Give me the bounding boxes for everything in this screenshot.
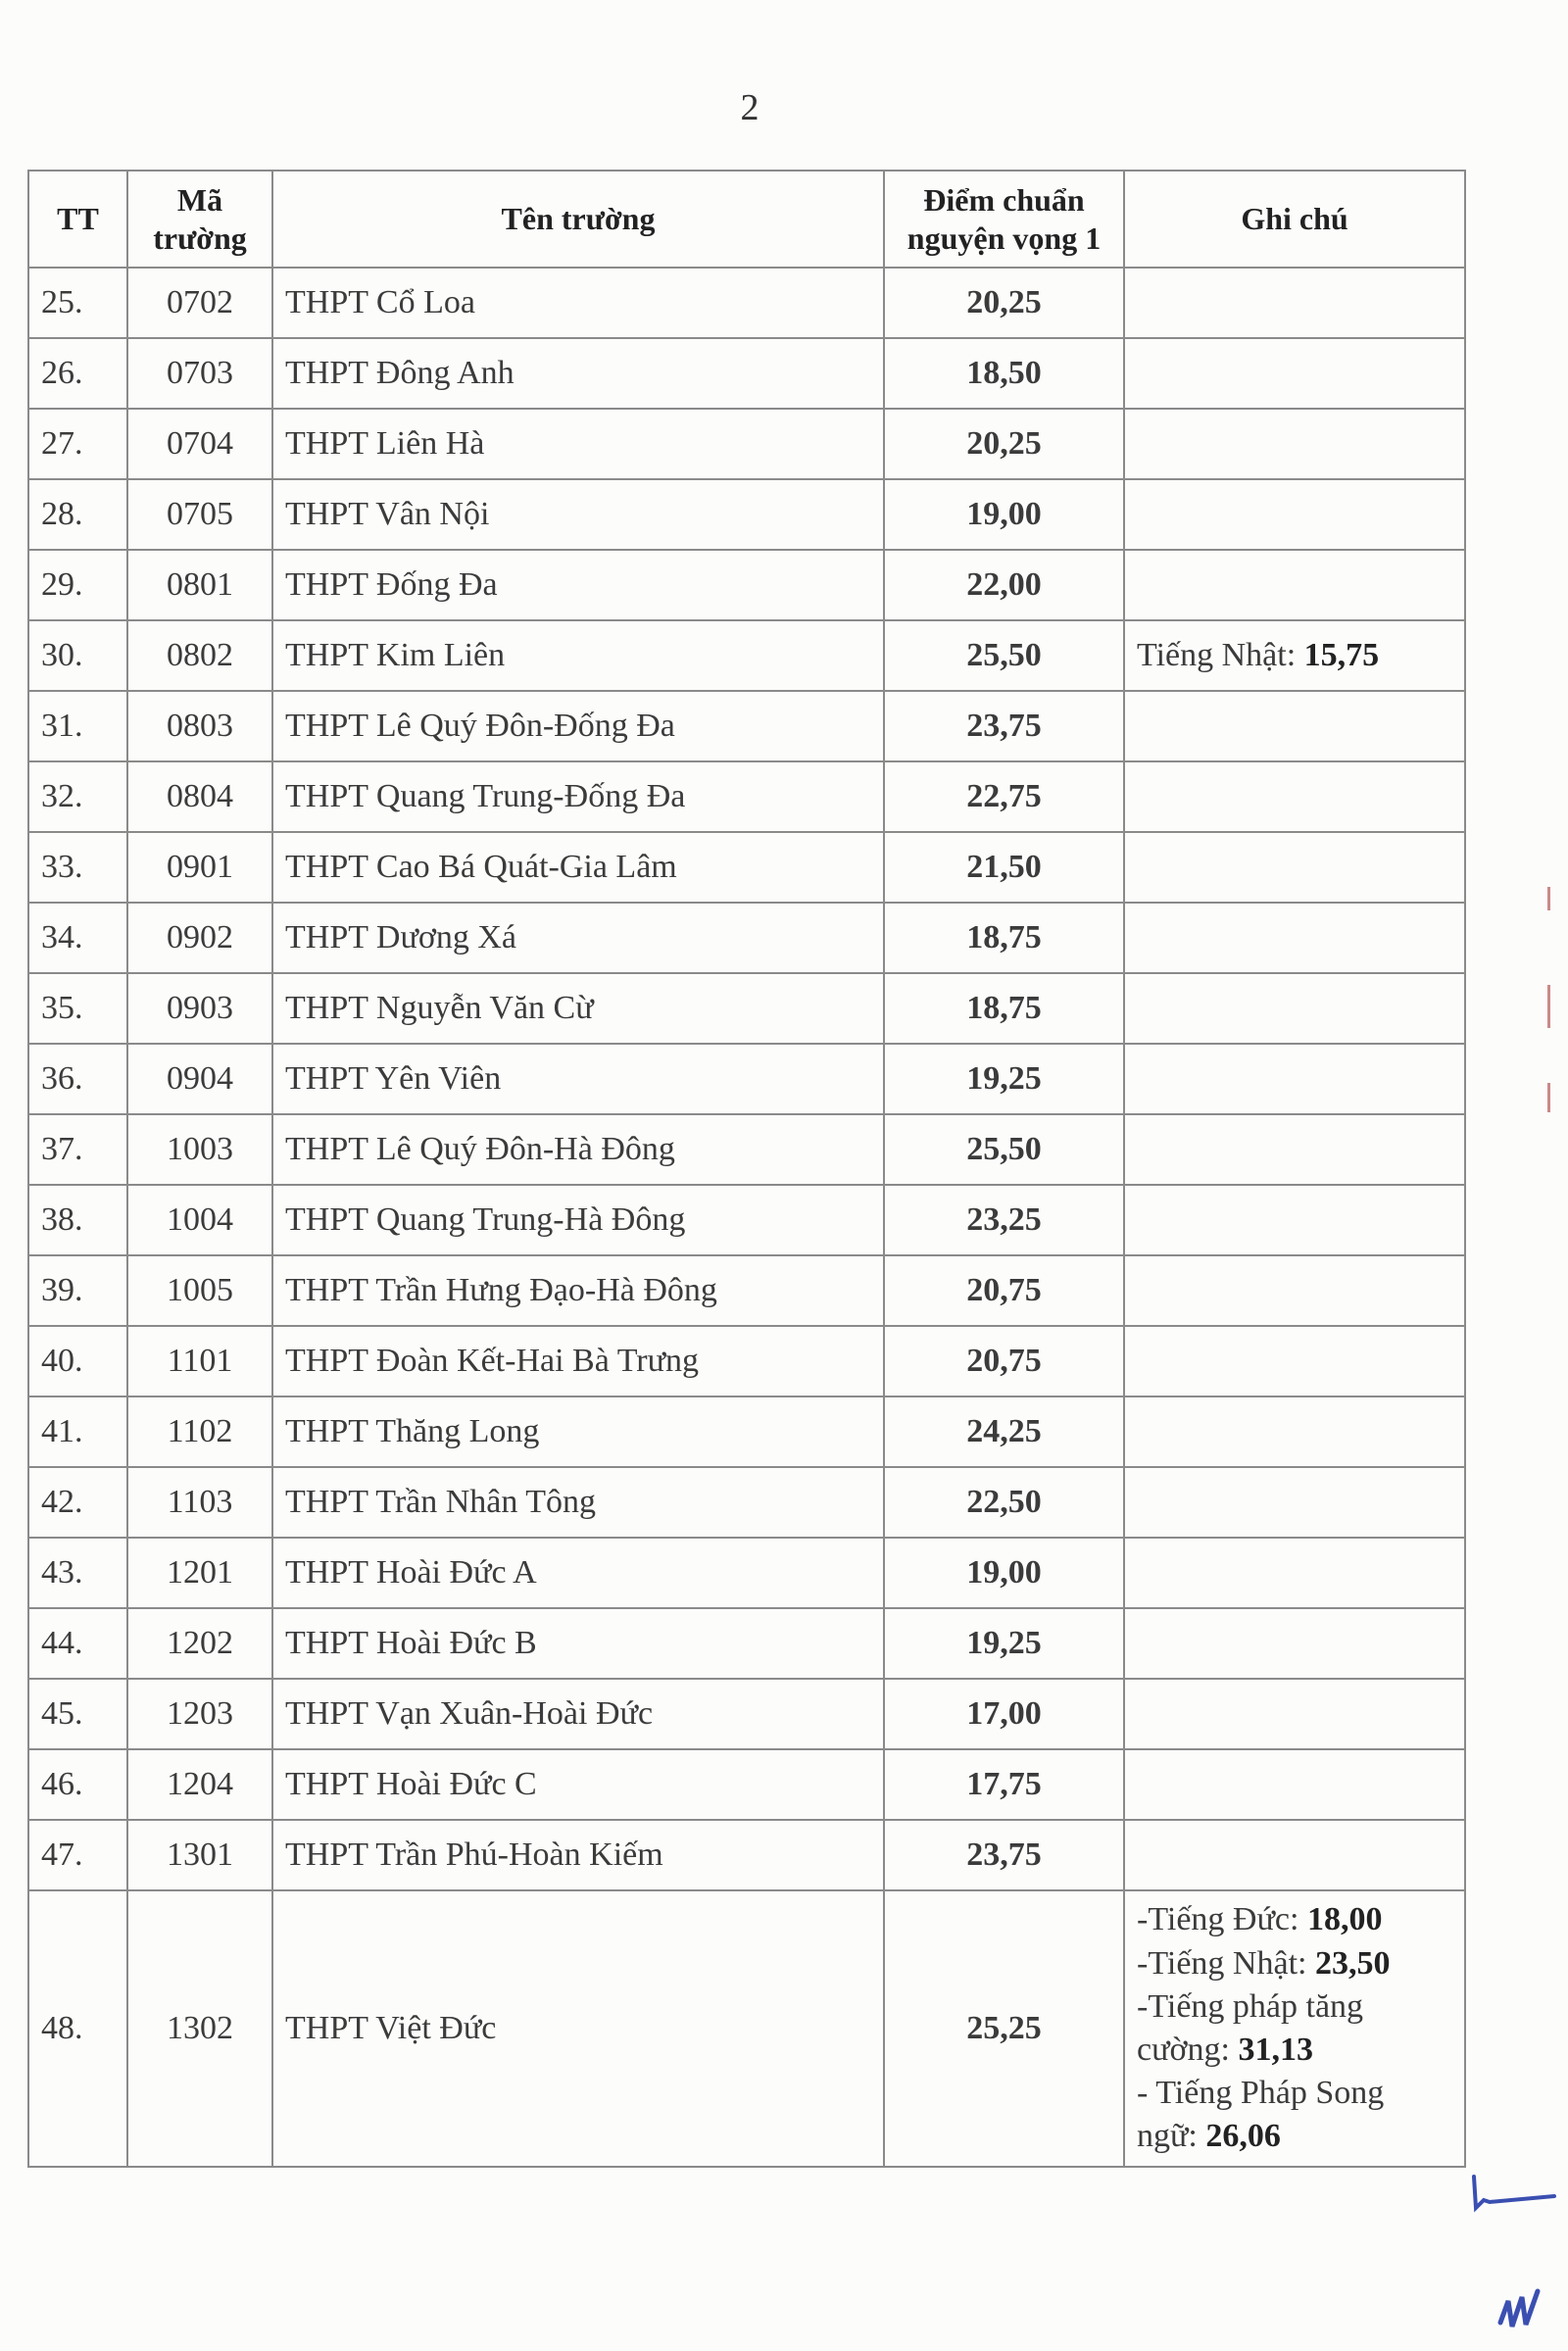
row-number: 46. <box>28 1749 127 1820</box>
school-code: 0702 <box>127 268 272 338</box>
school-code: 1103 <box>127 1467 272 1538</box>
table-row <box>28 1114 1465 1185</box>
note <box>1124 1749 1465 1820</box>
note <box>1124 479 1465 550</box>
note-line <box>1137 1898 1452 1941</box>
school-name: THPT Liên Hà <box>272 409 884 479</box>
cutoff-score: 25,50 <box>884 1114 1124 1185</box>
cutoff-score: 19,00 <box>884 1538 1124 1608</box>
school-code: 0804 <box>127 761 272 832</box>
header-tt: TT <box>28 171 127 268</box>
note-line <box>1137 2072 1452 2158</box>
note <box>1124 1185 1465 1255</box>
note-score: 26,06 <box>1205 2118 1281 2155</box>
table-row <box>28 691 1465 761</box>
school-code: 0704 <box>127 409 272 479</box>
note <box>1124 1396 1465 1467</box>
row-number: 36. <box>28 1044 127 1114</box>
school-name: THPT Trần Hưng Đạo-Hà Đông <box>272 1255 884 1326</box>
row-number: 28. <box>28 479 127 550</box>
table-header-row <box>28 171 1465 268</box>
cutoff-score: 19,25 <box>884 1608 1124 1679</box>
row-number: 30. <box>28 620 127 691</box>
row-number: 37. <box>28 1114 127 1185</box>
note-score: 23,50 <box>1314 1944 1391 1982</box>
row-number: 47. <box>28 1820 127 1890</box>
row-number: 44. <box>28 1608 127 1679</box>
table-row <box>28 1396 1465 1467</box>
note <box>1124 691 1465 761</box>
school-code: 0903 <box>127 973 272 1044</box>
note <box>1124 620 1465 691</box>
cutoff-score: 23,75 <box>884 1820 1124 1890</box>
table-row <box>28 479 1465 550</box>
header-school-name: Tên trường <box>272 171 884 268</box>
school-name: THPT Quang Trung-Đống Đa <box>272 761 884 832</box>
school-code: 0902 <box>127 903 272 973</box>
cutoff-score: 23,25 <box>884 1185 1124 1255</box>
table-row <box>28 1820 1465 1890</box>
school-code: 1301 <box>127 1820 272 1890</box>
table-row <box>28 832 1465 903</box>
school-name: THPT Việt Đức <box>272 1890 884 2167</box>
cutoff-score: 22,75 <box>884 761 1124 832</box>
school-name: THPT Hoài Đức C <box>272 1749 884 1820</box>
note <box>1124 1608 1465 1679</box>
cutoff-score: 20,25 <box>884 409 1124 479</box>
row-number: 32. <box>28 761 127 832</box>
table-row <box>28 550 1465 620</box>
school-code: 1003 <box>127 1114 272 1185</box>
note-score: 15,75 <box>1303 636 1380 673</box>
note <box>1124 550 1465 620</box>
stamp-marks <box>1544 887 1555 1181</box>
note <box>1124 1255 1465 1326</box>
note <box>1124 268 1465 338</box>
page-number: 2 <box>740 87 760 128</box>
header-cutoff-score: Điểm chuẩn nguyện vọng 1 <box>884 171 1124 268</box>
cutoff-score: 20,75 <box>884 1255 1124 1326</box>
table-row <box>28 903 1465 973</box>
school-name: THPT Cao Bá Quát-Gia Lâm <box>272 832 884 903</box>
school-name: THPT Lê Quý Đôn-Đống Đa <box>272 691 884 761</box>
note <box>1124 973 1465 1044</box>
note <box>1124 903 1465 973</box>
row-number: 25. <box>28 268 127 338</box>
school-name: THPT Thăng Long <box>272 1396 884 1467</box>
school-code: 1204 <box>127 1749 272 1820</box>
school-code: 1102 <box>127 1396 272 1467</box>
row-number: 35. <box>28 973 127 1044</box>
school-code: 0802 <box>127 620 272 691</box>
table-row <box>28 1749 1465 1820</box>
cutoff-score: 25,50 <box>884 620 1124 691</box>
school-code: 0801 <box>127 550 272 620</box>
table-row <box>28 409 1465 479</box>
row-number: 31. <box>28 691 127 761</box>
school-code: 1101 <box>127 1326 272 1396</box>
note-label: -Tiếng Đức: <box>1137 1901 1307 1938</box>
table-row <box>28 1467 1465 1538</box>
cutoff-score: 18,75 <box>884 973 1124 1044</box>
note <box>1124 1890 1465 2167</box>
school-code: 0803 <box>127 691 272 761</box>
note-score: 31,13 <box>1238 2032 1313 2068</box>
cutoff-score-table <box>27 170 1466 2168</box>
school-name: THPT Đoàn Kết-Hai Bà Trưng <box>272 1326 884 1396</box>
cutoff-score: 24,25 <box>884 1396 1124 1467</box>
school-code: 1203 <box>127 1679 272 1749</box>
school-name: THPT Đống Đa <box>272 550 884 620</box>
table-row <box>28 1255 1465 1326</box>
school-code: 1005 <box>127 1255 272 1326</box>
school-name: THPT Kim Liên <box>272 620 884 691</box>
school-name: THPT Vân Nội <box>272 479 884 550</box>
table-row <box>28 973 1465 1044</box>
table-row <box>28 1608 1465 1679</box>
note <box>1124 1467 1465 1538</box>
row-number: 45. <box>28 1679 127 1749</box>
cutoff-score: 22,50 <box>884 1467 1124 1538</box>
school-name: THPT Yên Viên <box>272 1044 884 1114</box>
school-name: THPT Trần Nhân Tông <box>272 1467 884 1538</box>
table-row <box>28 620 1465 691</box>
school-name: THPT Hoài Đức B <box>272 1608 884 1679</box>
row-number: 34. <box>28 903 127 973</box>
note-score: 18,00 <box>1306 1901 1383 1938</box>
ink-signature-mark <box>1470 2171 1558 2220</box>
row-number: 26. <box>28 338 127 409</box>
school-name: THPT Cổ Loa <box>272 268 884 338</box>
table-row <box>28 761 1465 832</box>
note <box>1124 1326 1465 1396</box>
row-number: 48. <box>28 1890 127 2167</box>
cutoff-score: 25,25 <box>884 1890 1124 2167</box>
table-row <box>28 1538 1465 1608</box>
note-line <box>1137 1942 1452 1985</box>
note <box>1124 338 1465 409</box>
cutoff-score: 19,00 <box>884 479 1124 550</box>
row-number: 41. <box>28 1396 127 1467</box>
header-school-code: Mã trường <box>127 171 272 268</box>
row-number: 42. <box>28 1467 127 1538</box>
row-number: 39. <box>28 1255 127 1326</box>
table-row <box>28 1679 1465 1749</box>
table-body <box>28 268 1465 2167</box>
row-number: 38. <box>28 1185 127 1255</box>
school-name: THPT Vạn Xuân-Hoài Đức <box>272 1679 884 1749</box>
cutoff-score: 20,25 <box>884 268 1124 338</box>
table-row <box>28 338 1465 409</box>
note <box>1124 409 1465 479</box>
cutoff-score: 18,75 <box>884 903 1124 973</box>
header-note: Ghi chú <box>1124 171 1465 268</box>
row-number: 27. <box>28 409 127 479</box>
note <box>1124 1114 1465 1185</box>
cutoff-score: 22,00 <box>884 550 1124 620</box>
table-row <box>28 1326 1465 1396</box>
school-code: 1302 <box>127 1890 272 2167</box>
school-code: 0703 <box>127 338 272 409</box>
school-code: 0901 <box>127 832 272 903</box>
school-code: 0705 <box>127 479 272 550</box>
school-name: THPT Hoài Đức A <box>272 1538 884 1608</box>
note <box>1124 1044 1465 1114</box>
school-code: 0904 <box>127 1044 272 1114</box>
table-row <box>28 1890 1465 2167</box>
cutoff-score: 23,75 <box>884 691 1124 761</box>
ink-initials-mark <box>1494 2283 1553 2342</box>
note-label: - Tiếng Pháp Song ngữ: <box>1137 2075 1385 2155</box>
cutoff-score: 19,25 <box>884 1044 1124 1114</box>
school-code: 1202 <box>127 1608 272 1679</box>
cutoff-score: 18,50 <box>884 338 1124 409</box>
table-row <box>28 1044 1465 1114</box>
cutoff-score: 17,00 <box>884 1679 1124 1749</box>
cutoff-score: 20,75 <box>884 1326 1124 1396</box>
school-code: 1004 <box>127 1185 272 1255</box>
note-label: -Tiếng Nhật: <box>1137 1944 1315 1982</box>
row-number: 40. <box>28 1326 127 1396</box>
school-code: 1201 <box>127 1538 272 1608</box>
school-name: THPT Đông Anh <box>272 338 884 409</box>
cutoff-score: 17,75 <box>884 1749 1124 1820</box>
school-name: THPT Trần Phú-Hoàn Kiếm <box>272 1820 884 1890</box>
school-name: THPT Lê Quý Đôn-Hà Đông <box>272 1114 884 1185</box>
school-name: THPT Quang Trung-Hà Đông <box>272 1185 884 1255</box>
note-line <box>1137 634 1452 677</box>
row-number: 33. <box>28 832 127 903</box>
row-number: 43. <box>28 1538 127 1608</box>
note <box>1124 1538 1465 1608</box>
note <box>1124 1820 1465 1890</box>
note <box>1124 832 1465 903</box>
cutoff-score: 21,50 <box>884 832 1124 903</box>
table-row <box>28 268 1465 338</box>
row-number: 29. <box>28 550 127 620</box>
note-label: Tiếng Nhật: <box>1137 636 1304 673</box>
note-line <box>1137 1985 1452 2072</box>
note <box>1124 1679 1465 1749</box>
note-label: -Tiếng pháp tăng cường: <box>1137 1987 1364 2068</box>
note <box>1124 761 1465 832</box>
table-row <box>28 1185 1465 1255</box>
school-name: THPT Dương Xá <box>272 903 884 973</box>
school-name: THPT Nguyễn Văn Cừ <box>272 973 884 1044</box>
